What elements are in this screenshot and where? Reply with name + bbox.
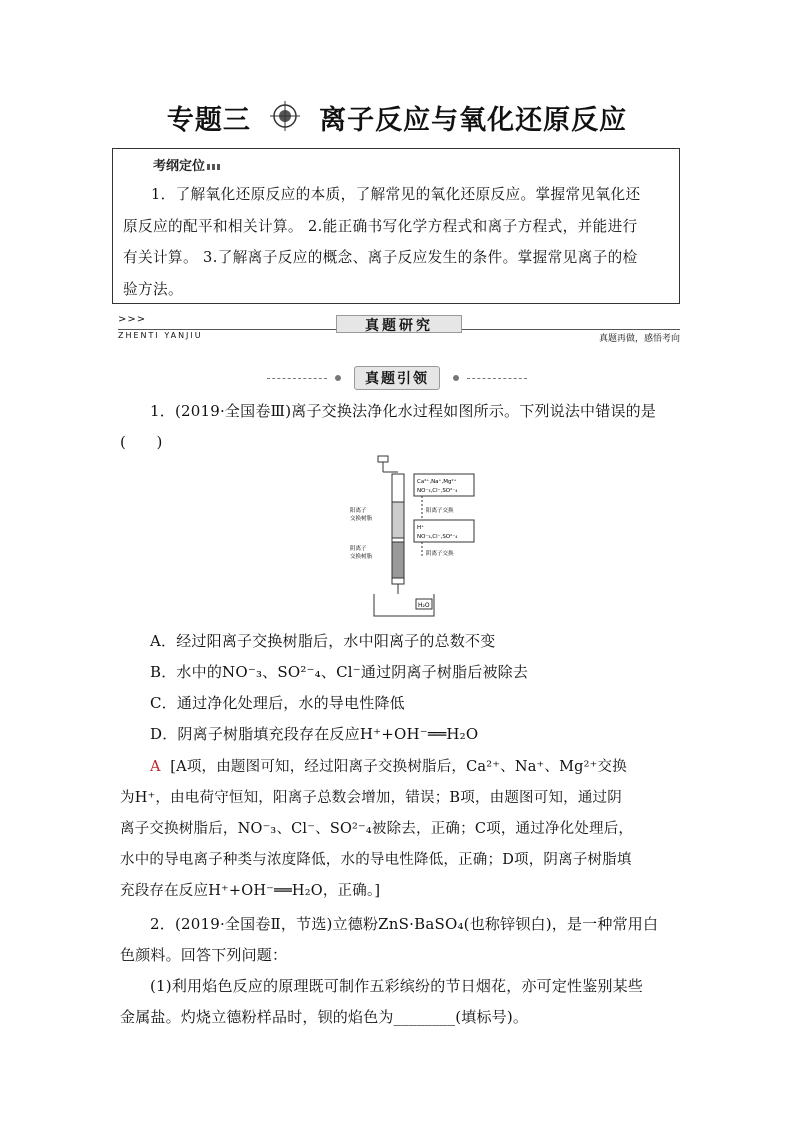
anion-resin-label: 阴离子 <box>350 546 367 552</box>
section-title-box <box>336 315 462 333</box>
mid-ions-label-2: NO⁻₃,Cl⁻,SO²⁻₄ <box>417 534 458 540</box>
page-title <box>0 98 794 137</box>
section-header <box>118 314 680 344</box>
section-pinyin: ZHENTI YANJIU <box>118 331 203 340</box>
top-ions-label-2: NO⁻₃,Cl⁻,SO²⁻₄ <box>417 488 458 494</box>
answer-letter: A <box>150 759 161 775</box>
cation-resin-label: 阳离子 <box>350 508 367 514</box>
q2-sub1: (1)利用焰色反应的原理既可制作五彩缤纷的节日烟花，亦可定性鉴别某些 <box>150 977 644 995</box>
heading-dots <box>207 164 221 170</box>
explanation-line: 充段存在反应H⁺+OH⁻══H₂O，正确。] <box>120 883 381 899</box>
syllabus-line: 验方法。 <box>123 280 183 298</box>
explanation-line: 水中的导电离子种类与浓度降低，水的导电性降低，正确；D项，阴离子树脂填 <box>120 852 632 868</box>
dot-ornament <box>453 375 459 381</box>
q1-answer-line <box>150 755 627 776</box>
subsection-title: 真题引领 <box>354 366 440 390</box>
section-motto: 真题再做，感悟考向 <box>598 334 680 344</box>
explanation-line: [A项，由题图可知，经过阳离子交换树脂后，Ca²⁺、Na⁺、Mg²⁺交换 <box>170 759 627 775</box>
syllabus-line: 有关计算。 3.了解离子反应的概念、离子反应发生的条件。掌握常见离子的检 <box>123 249 638 266</box>
faucet-icon <box>378 456 398 472</box>
ion-exchange-diagram <box>340 454 490 618</box>
syllabus-text <box>123 179 671 305</box>
section-arrows: >>> <box>118 314 147 325</box>
anion-resin <box>392 542 404 578</box>
explanation-line: 为H⁺，由电荷守恒知，阳离子总数会增加，错误；B项，由题图可知，通过阴 <box>120 790 622 806</box>
explanation-line: 离子交换树脂后，NO⁻₃、Cl⁻、SO²⁻₄被除去，正确；C项，通过净化处理后， <box>120 821 634 837</box>
anion-resin-label-2: 交换树脂 <box>350 554 373 560</box>
q1-option-d: D．阴离子树脂填充段存在反应H⁺+OH⁻══H₂O <box>150 725 479 743</box>
product-label: H₂O <box>418 602 430 609</box>
syllabus-line: 1．了解氧化还原反应的本质，了解常见的氧化还原反应。掌握常见氧化还 <box>151 186 641 203</box>
anion-exchange-label: 阴离子交换 <box>426 551 454 557</box>
cation-resin <box>392 502 404 538</box>
cation-exchange-label: 阳离子交换 <box>426 508 454 514</box>
top-ions-label: Ca²⁺,Na⁺,Mg²⁺ <box>417 479 457 485</box>
dashed-rule <box>267 378 327 379</box>
chapter-number: 专题三 <box>166 105 251 136</box>
dot-ornament <box>335 375 341 381</box>
q1-option-c: C．通过净化处理后，水的导电性降低 <box>150 694 405 712</box>
syllabus-line: 原反应的配平和相关计算。 2.能正确书写化学方程式和离子方程式，并能进行 <box>123 217 638 235</box>
q1-stem: 1．(2019·全国卷Ⅲ)离子交换法净化水过程如图所示。下列说法中错误的是 <box>150 402 657 420</box>
q1-bracket: ( ) <box>120 433 163 451</box>
q2-sub1-cont: 金属盐。灼烧立德粉样品时，钡的焰色为________(填标号)。 <box>120 1008 529 1026</box>
q2-stem: 2．(2019·全国卷Ⅱ，节选)立德粉ZnS·BaSO₄(也称锌钡白)，是一种常用白 <box>150 915 659 933</box>
mid-ions-label: H⁺ <box>417 525 425 531</box>
dashed-rule <box>467 378 527 379</box>
syllabus-box <box>112 148 680 304</box>
chapter-title: 离子反应与氧化还原反应 <box>319 105 628 136</box>
cation-resin-label-2: 交换树脂 <box>350 516 373 522</box>
crosshair-icon <box>270 101 300 135</box>
q1-option-b: B．水中的NO⁻₃、SO²⁻₄、Cl⁻通过阴离子树脂后被除去 <box>150 663 529 681</box>
q2-stem-cont: 色颜料。回答下列问题： <box>120 946 288 964</box>
syllabus-heading: 考纲定位 <box>153 155 221 174</box>
subsection-header <box>0 366 794 390</box>
q1-option-a: A．经过阳离子交换树脂后，水中阳离子的总数不变 <box>150 632 496 650</box>
section-title: 真题研究 <box>365 318 433 334</box>
